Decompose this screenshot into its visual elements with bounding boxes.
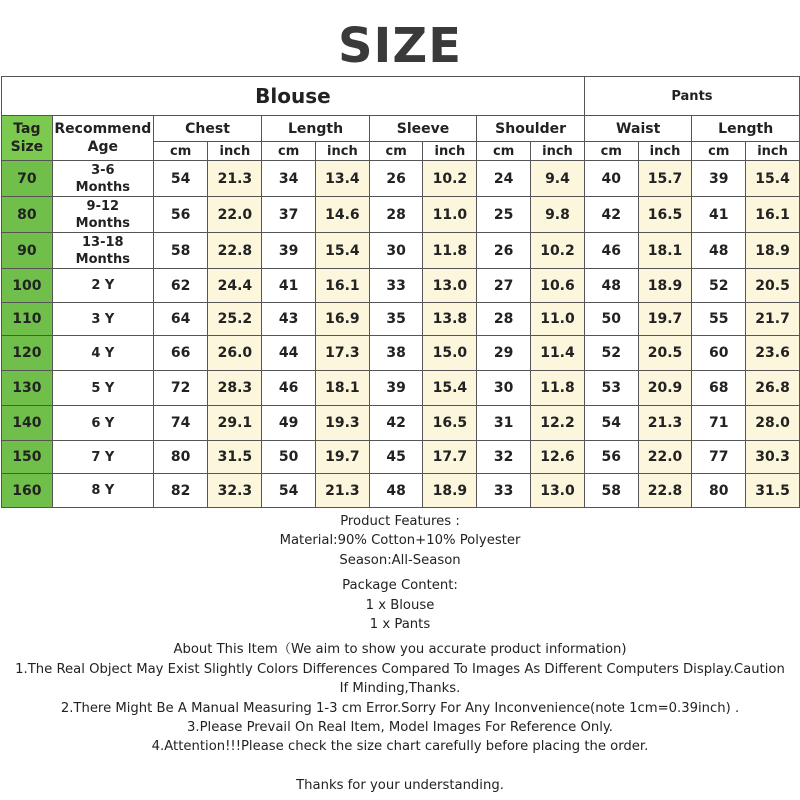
table-row — [2, 441, 800, 474]
cm-value-cell: 42 — [584, 197, 638, 233]
inch-value-cell: 11.8 — [531, 371, 585, 406]
inch-value-cell: 13.8 — [423, 303, 477, 336]
inch-value-cell: 17.3 — [315, 336, 369, 371]
package-item: 1 x Pants — [369, 617, 431, 633]
unit-cm: cm — [477, 142, 531, 161]
age-cell: 8 Y — [52, 474, 153, 508]
cm-value-cell: 82 — [153, 474, 208, 508]
inch-value-cell: 13.0 — [423, 269, 477, 303]
age-cell: 5 Y — [52, 371, 153, 406]
inch-value-cell: 29.1 — [208, 406, 262, 441]
inch-value-cell: 21.3 — [315, 474, 369, 508]
cm-value-cell: 74 — [153, 406, 208, 441]
cm-value-cell: 41 — [692, 197, 746, 233]
inch-value-cell: 10.2 — [531, 233, 585, 269]
tag-size-cell: 70 — [2, 161, 53, 197]
tag-size-cell: 110 — [2, 303, 53, 336]
tag-size-cell: 130 — [2, 371, 53, 406]
inch-value-cell: 17.7 — [423, 441, 477, 474]
cm-value-cell: 66 — [153, 336, 208, 371]
thanks-text: Thanks for your understanding. — [296, 777, 504, 793]
cm-value-cell: 35 — [369, 303, 423, 336]
chest-header: Chest — [153, 116, 261, 142]
table-row — [2, 406, 800, 441]
material-text: Material:90% Cotton+10% Polyester — [279, 533, 521, 549]
cm-value-cell: 80 — [153, 441, 208, 474]
inch-value-cell: 21.7 — [746, 303, 800, 336]
inch-value-cell: 19.7 — [638, 303, 692, 336]
cm-value-cell: 26 — [369, 161, 423, 197]
tag-size-cell: 90 — [2, 233, 53, 269]
cm-value-cell: 56 — [584, 441, 638, 474]
cm-value-cell: 28 — [477, 303, 531, 336]
unit-inch: inch — [315, 142, 369, 161]
cm-value-cell: 49 — [262, 406, 316, 441]
cm-value-cell: 41 — [262, 269, 316, 303]
inch-value-cell: 22.0 — [638, 441, 692, 474]
inch-value-cell: 16.9 — [315, 303, 369, 336]
page-title: SIZE — [337, 18, 463, 74]
table-row — [2, 371, 800, 406]
about-line: 1.The Real Object May Exist Slightly Colors Differences Compared To Images As Different Computers Display.Caution — [15, 661, 785, 677]
tag-size-cell: 80 — [2, 197, 53, 233]
inch-value-cell: 28.3 — [208, 371, 262, 406]
inch-value-cell: 13.4 — [315, 161, 369, 197]
inch-value-cell: 31.5 — [746, 474, 800, 508]
age-cell: 9-12 Months — [52, 197, 153, 233]
inch-value-cell: 12.6 — [531, 441, 585, 474]
cm-value-cell: 71 — [692, 406, 746, 441]
sleeve-header: Sleeve — [369, 116, 477, 142]
inch-value-cell: 16.1 — [315, 269, 369, 303]
inch-value-cell: 18.1 — [638, 233, 692, 269]
table-row — [2, 474, 800, 508]
age-cell: 13-18 Months — [52, 233, 153, 269]
inch-value-cell: 15.4 — [746, 161, 800, 197]
age-cell: 7 Y — [52, 441, 153, 474]
inch-value-cell: 20.5 — [638, 336, 692, 371]
inch-value-cell: 15.0 — [423, 336, 477, 371]
inch-value-cell: 22.8 — [208, 233, 262, 269]
table-row — [2, 303, 800, 336]
cm-value-cell: 52 — [584, 336, 638, 371]
inch-value-cell: 25.2 — [208, 303, 262, 336]
unit-cm: cm — [584, 142, 638, 161]
inch-value-cell: 15.7 — [638, 161, 692, 197]
inch-value-cell: 10.2 — [423, 161, 477, 197]
inch-value-cell: 9.8 — [531, 197, 585, 233]
cm-value-cell: 25 — [477, 197, 531, 233]
cm-value-cell: 54 — [153, 161, 208, 197]
inch-value-cell: 14.6 — [315, 197, 369, 233]
unit-inch: inch — [531, 142, 585, 161]
about-heading: About This Item（We aim to show you accurate product information) — [173, 642, 627, 658]
inch-value-cell: 26.0 — [208, 336, 262, 371]
cm-value-cell: 48 — [692, 233, 746, 269]
unit-inch: inch — [746, 142, 800, 161]
cm-value-cell: 37 — [262, 197, 316, 233]
waist-header: Waist — [584, 116, 692, 142]
pants-group-header: Pants — [584, 77, 799, 116]
tag-size-cell: 100 — [2, 269, 53, 303]
cm-value-cell: 42 — [369, 406, 423, 441]
unit-inch: inch — [638, 142, 692, 161]
inch-value-cell: 18.9 — [638, 269, 692, 303]
shoulder-header: Shoulder — [477, 116, 585, 142]
cm-value-cell: 53 — [584, 371, 638, 406]
cm-value-cell: 46 — [584, 233, 638, 269]
inch-value-cell: 16.5 — [423, 406, 477, 441]
age-cell: 3 Y — [52, 303, 153, 336]
product-notes — [0, 512, 800, 795]
tag-size-cell: 120 — [2, 336, 53, 371]
cm-value-cell: 30 — [369, 233, 423, 269]
tag-size-cell: 150 — [2, 441, 53, 474]
cm-value-cell: 29 — [477, 336, 531, 371]
inch-value-cell: 31.5 — [208, 441, 262, 474]
inch-value-cell: 28.0 — [746, 406, 800, 441]
cm-value-cell: 34 — [262, 161, 316, 197]
inch-value-cell: 22.8 — [638, 474, 692, 508]
unit-cm: cm — [692, 142, 746, 161]
inch-value-cell: 23.6 — [746, 336, 800, 371]
inch-value-cell: 20.9 — [638, 371, 692, 406]
about-line: If Minding,Thanks. — [339, 681, 461, 697]
inch-value-cell: 13.0 — [531, 474, 585, 508]
inch-value-cell: 9.4 — [531, 161, 585, 197]
season-text: Season:All-Season — [339, 552, 461, 568]
cm-value-cell: 50 — [584, 303, 638, 336]
inch-value-cell: 21.3 — [638, 406, 692, 441]
unit-cm: cm — [262, 142, 316, 161]
table-row — [2, 336, 800, 371]
cm-value-cell: 39 — [262, 233, 316, 269]
cm-value-cell: 44 — [262, 336, 316, 371]
age-cell: 4 Y — [52, 336, 153, 371]
cm-value-cell: 62 — [153, 269, 208, 303]
cm-value-cell: 27 — [477, 269, 531, 303]
inch-value-cell: 19.3 — [315, 406, 369, 441]
inch-value-cell: 15.4 — [315, 233, 369, 269]
inch-value-cell: 21.3 — [208, 161, 262, 197]
cm-value-cell: 48 — [369, 474, 423, 508]
cm-value-cell: 60 — [692, 336, 746, 371]
inch-value-cell: 20.5 — [746, 269, 800, 303]
cm-value-cell: 31 — [477, 406, 531, 441]
cm-value-cell: 58 — [153, 233, 208, 269]
inch-value-cell: 11.4 — [531, 336, 585, 371]
pants-length-header: Length — [692, 116, 800, 142]
table-row — [2, 197, 800, 233]
inch-value-cell: 15.4 — [423, 371, 477, 406]
about-line: 4.Attention!!!Please check the size chart carefully before placing the order. — [151, 739, 649, 755]
size-chart-table — [1, 76, 800, 508]
inch-value-cell: 22.0 — [208, 197, 262, 233]
cm-value-cell: 45 — [369, 441, 423, 474]
cm-value-cell: 64 — [153, 303, 208, 336]
age-cell: 3-6 Months — [52, 161, 153, 197]
inch-value-cell: 24.4 — [208, 269, 262, 303]
length-header: Length — [262, 116, 370, 142]
inch-value-cell: 18.9 — [746, 233, 800, 269]
cm-value-cell: 39 — [369, 371, 423, 406]
inch-value-cell: 16.1 — [746, 197, 800, 233]
inch-value-cell: 12.2 — [531, 406, 585, 441]
size-rows — [2, 161, 800, 508]
inch-value-cell: 18.1 — [315, 371, 369, 406]
inch-value-cell: 19.7 — [315, 441, 369, 474]
recommend-age-header: Recommend Age — [52, 116, 153, 161]
cm-value-cell: 33 — [369, 269, 423, 303]
inch-value-cell: 30.3 — [746, 441, 800, 474]
cm-value-cell: 80 — [692, 474, 746, 508]
inch-value-cell: 11.0 — [423, 197, 477, 233]
cm-value-cell: 32 — [477, 441, 531, 474]
table-row — [2, 269, 800, 303]
inch-value-cell: 10.6 — [531, 269, 585, 303]
cm-value-cell: 26 — [477, 233, 531, 269]
inch-value-cell: 11.8 — [423, 233, 477, 269]
table-row — [2, 161, 800, 197]
inch-value-cell: 18.9 — [423, 474, 477, 508]
cm-value-cell: 72 — [153, 371, 208, 406]
unit-inch: inch — [423, 142, 477, 161]
cm-value-cell: 38 — [369, 336, 423, 371]
cm-value-cell: 40 — [584, 161, 638, 197]
cm-value-cell: 30 — [477, 371, 531, 406]
cm-value-cell: 48 — [584, 269, 638, 303]
cm-value-cell: 52 — [692, 269, 746, 303]
cm-value-cell: 54 — [584, 406, 638, 441]
age-cell: 2 Y — [52, 269, 153, 303]
package-heading: Package Content: — [342, 578, 458, 594]
about-line: 2.There Might Be A Manual Measuring 1-3 cm Error.Sorry For Any Inconvenience(note 1cm=0.39inch) . — [60, 700, 740, 716]
package-item: 1 x Blouse — [365, 597, 435, 613]
tag-size-cell: 140 — [2, 406, 53, 441]
cm-value-cell: 28 — [369, 197, 423, 233]
age-cell: 6 Y — [52, 406, 153, 441]
cm-value-cell: 68 — [692, 371, 746, 406]
inch-value-cell: 26.8 — [746, 371, 800, 406]
cm-value-cell: 55 — [692, 303, 746, 336]
unit-cm: cm — [153, 142, 208, 161]
tag-size-cell: 160 — [2, 474, 53, 508]
cm-value-cell: 43 — [262, 303, 316, 336]
tag-size-header: Tag Size — [2, 116, 53, 161]
cm-value-cell: 39 — [692, 161, 746, 197]
blouse-group-header: Blouse — [2, 77, 585, 116]
cm-value-cell: 50 — [262, 441, 316, 474]
cm-value-cell: 56 — [153, 197, 208, 233]
inch-value-cell: 16.5 — [638, 197, 692, 233]
cm-value-cell: 46 — [262, 371, 316, 406]
unit-cm: cm — [369, 142, 423, 161]
cm-value-cell: 33 — [477, 474, 531, 508]
inch-value-cell: 11.0 — [531, 303, 585, 336]
cm-value-cell: 58 — [584, 474, 638, 508]
cm-value-cell: 24 — [477, 161, 531, 197]
unit-inch: inch — [208, 142, 262, 161]
cm-value-cell: 54 — [262, 474, 316, 508]
about-line: 3.Please Prevail On Real Item, Model Images For Reference Only. — [187, 720, 613, 736]
table-row — [2, 233, 800, 269]
cm-value-cell: 77 — [692, 441, 746, 474]
inch-value-cell: 32.3 — [208, 474, 262, 508]
features-heading: Product Features : — [340, 514, 460, 529]
